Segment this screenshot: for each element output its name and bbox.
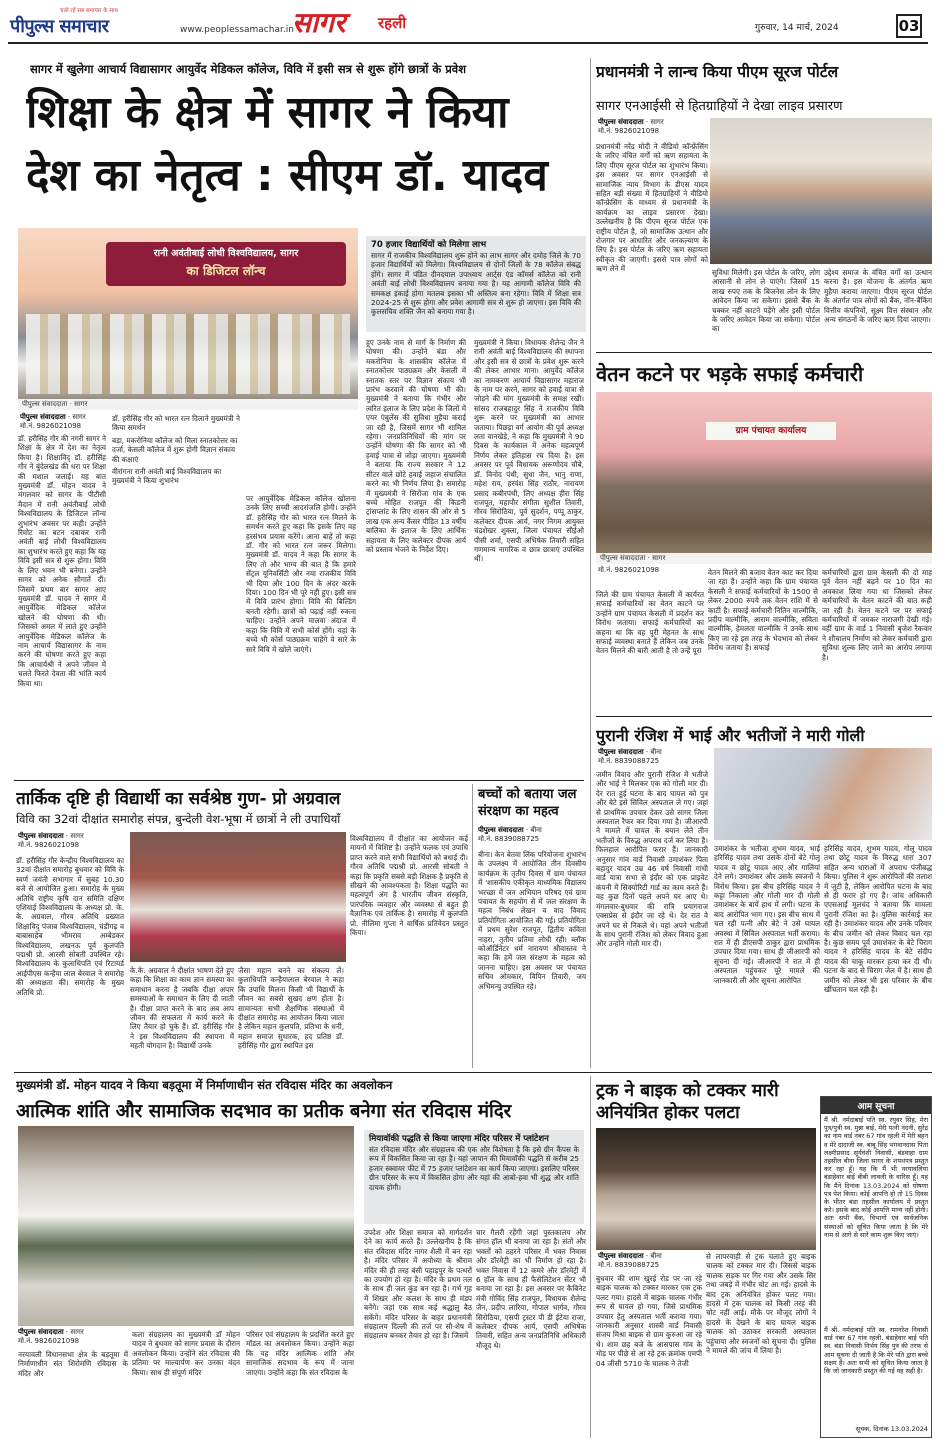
notice-text-2: मैं श्री. नर्मदाबाई पति स्व. रामनरेश निवासी वार्ड नंबर 67 गांव रहली, बंडाहेवार बाई पति स्व. बंडा निवासी निर्भय सिंह पुत्र की तरफ से आम सूचना दी जाती है कि मेरे पति द्वारा बच्चे सक्षम हैं। अतः सभी को सूचित किया जाता है कि जो जानकारी प्रस्तुत की गई वह सही है।: [824, 1326, 928, 1376]
public-notice: [820, 1096, 932, 1438]
goli-col1: जमीन विवाद और पुरानी रंजिश में भतीजे और भाई ने मिलकर एक को गोली मार दी। देर रात हुई घटना के बाद घायल को पुत्र और बेटे इसे सिविल अस्पताल ले गए। जहां से प्राथमिक उपचार देकर उसे सागर जिला अस्पताल रैफर कर दिया गया है। जीआरपी ने मामले में घायल के बयान लेते तीन भतीजों के विरुद्ध अपराध दर्ज कर लिया है। फिलहाल आरोपित फरार हैं। जानकारी अनुसार गांव वार्ड निवासी उमाशंकर पिता बहादुर यादव उम्र 46 वर्ष निवासी गांधी वार्ड यात्रा सभा से इंदौर को एक प्राइवेट कंपनी में सिक्योरिटी गार्ड का काम करते हैं। वह कुछ दिनों पहले अपने घर आए थे। मंगलवार-बुधवार की रात्रि प्रयागराज एक्सप्रेस से इंदौर जा रहे थे। देर रात वे अपने घर से निकले थे। यहां अपने भतीजों के साथ पुरानी रंजिश को लेकर विवाद हुआ और उन्होंने गोली मार दी।: [596, 770, 708, 949]
lead-headline-line2: देश का नेतृत्व : सीएम डॉ. यादव: [26, 150, 548, 201]
ravidas-col5: चार गैलरी रहेंगी जहां पुस्तकालय और संगत हॉल भी बनाया जा रहा है। संतों और भक्तों को ठहरने परिसर में भक्त निवास और डॉरमेट्री का भी निर्माण हो रहा है। भक्त निवास में 12 कमरे और डॉरमेट्री में 6 हॉल के साथ ही फैसेलिटेशन सेंटर भी बनाया जा रहा है। इस अवसर पर कैबिनेट मंत्री गोविंद सिंह राजपूत, विधायक शैलेन्द्र जैन, प्रदीप लारिया, गोपाल भार्गव, गौरव सिरोठिया, एसपी ट्रस्टर पी डी ईटेया राजा, कलेक्टर दीपक आर्य, एसपी अभिषेक तिवारी, सहित अन्य जनप्रतिनिधि अधिकारी मौजूद थे।: [476, 1228, 586, 1350]
lead-box-title: 70 हजार विद्यार्थियों को मिलेगा लाभ: [371, 240, 487, 250]
lead-bullet: डॉ. हरीसिंह गौर को भारत रत्न दिलाने मुख्यमंत्री ने किया समर्थन: [112, 414, 240, 433]
lead-byline: पीपुल्स संवाददाता · सागर मो.नं. 9826021098: [20, 413, 86, 430]
pmsuraj-col1: प्रधानमंत्री नरेंद्र मोदी ने वीडियो कॉन्फ्रेंसिंग के जरिए वंचित वर्गों को ऋण सहायता के लिए पीएम सूरज पोर्टल का शुभारंभ किया। इस अवसर पर सागर एनआईसी से सामाजिक न्याय विभाग के डीएस यादव सहित बड़ी संख्या में हितग्राहियों ने वीडियो कॉन्फ्रेंसिंग के माध्यम से प्रधानमंत्री के कार्यक्रम का लाइव प्रसारण देखा। उल्लेखनीय है कि पीएम सूरज पोर्टल एक राष्ट्रीय पोर्टल है, जो सामाजिक उत्थान और रोजगार पर आधारित और जनकल्याण के लिए है। इस पोर्टल के जरिए ऋण सहायता स्वीकृत की जाएगी। इससे पात्र लोगों को ऋण लेने में: [596, 142, 708, 274]
ravidas-col4: उपदेश और शिक्षा समाज को मार्गदर्शन देने का कार्य करते हैं। उल्लेखनीय है कि संत रविदास मंदिर नागर शैली में बन रहा है। मंदिर परिसर में अयोध्या के श्रीराम मंदिर की ही तरह बंसी पहाड़पुर के पत्थरों का उपयोग हो रहा है। मंदिर के प्रथम तल के साथ ही जल कुंड बन रहा है। गर्भ गृह में शिखर और कलश के साथ ही मंडप बनेंगे। जहां एक साथ कई श्रद्धालु बैठ सकेंगे। मंदिर परिसर के बाहर प्रधानमंत्री संग्रहालय दिल्ली की तर्ज पर सौ-शेष में संग्रहालय बनकर तैयार हो रहा है। जिसमें: [364, 1228, 472, 1341]
safai-col1: जिले की ग्राम पंचायत केसली में कार्यरत सफाई कर्मचारियों का वेतन काटने पर उन्होंने ग्राम पंचायत केसली में प्रदर्शन कर विरोध जताया। सफाई कर्मचारियों का कहना था कि वह पूरी मेहनत के साथ सफाई व्यवस्था बनाते हैं लेकिन जब उनके वेतन मिलने की बारी आती है तो उन्हें पूरा: [596, 590, 704, 656]
right-column-divider: [590, 58, 591, 1068]
ravidas-box-text: संत रविदास मंदिर और संग्रहालय की एक और विशेषता है कि इसे ग्रीन कैंपस के रूप में विकसित किया जा रहा है। यहां जापान की मियावॉकी पद्धति से करीब 25 हजार स्क्वायर फीट में 75 हजार प्लांटेशन का कार्य किया जाएगा। इसलिए परिसर ग्रीन परिसर के रूप में विकसित होगा और यहां की आबो-हवा भी शुद्ध और शांति दायक होगी।: [369, 1145, 579, 1192]
ravidas-kicker: मुख्यमंत्री डॉ. मोहन यादव ने किया बड़तूमा में निर्माणाधीन संत रविदास मंदिर का अवलोकन: [16, 1078, 393, 1092]
lead-col4: मुख्यमंत्री ने किया। विधायक शैलेन्द्र जैन ने रानी अवंती बाई विश्वविद्यालय की स्थापना और इसी सत्र से छात्रों के प्रवेश शुरू करने की लेकर आभार माना। आयुर्वेद कॉलेज का नामकरण आचार्य विद्यासागर महाराज के नाम पर करने, सागर को हवाई यात्रा से जोड़ने की मांग मुख्यमंत्री के समक्ष रखी। सांसद राजबहादुर सिंह ने राजकीय विवि शुरू करने पर मुख्यमंत्री का आभार जताया। पिछड़ा वर्ग आयोग की पूर्व अध्यक्ष लता वानखेड़े, ने कहा कि मुख्यमंत्री ने 90 दिवस के कार्यकाल में अनेक महत्वपूर्ण निर्णय लेकर इतिहास रच दिया है। इस अवसर पर पूर्व विधायक अरूणोदय चौबे, डॉ. विनोद पंथी, सुधा जैन, भानु राणा, महेश राय, हरवंश सिंह राठौर, नारायण प्रसाद कबीरपंथी, लिए अध्यक्ष हीरा सिंह राजपूत, महापौर संगीता सुशील तिवारी, गौरव सिरोठिया, पूर्व सुदर्शन, पप्पू ठाकुर, कलेक्टर दीपक आर्य, नगर निगम आयुक्त चंद्रशेखर शुक्ला, जिला पंचायत सीईओ पीसी शर्मा, एसपी अभिषेक तिवारी सहित गणमान्य नागरिक व छात्र छात्राएं उपस्थित थीं।: [474, 338, 584, 564]
dikshant-col1: डॉ. हरीसिंह गौर केन्द्रीय विश्वविद्यालय का 32वां दीक्षांत समारोह बुधवार को विवि के स्वर्ण जयंती सभागार में सुबह 10.30 बजे से आयोजित हुआ। समारोह के मुख्य अतिथि राष्ट्रीय कृषि दान समिति दक्षिण एशियाई विश्वविद्यालय के अध्यक्ष प्रो. के. के. अग्रवाल, गौरव अतिथि प्रख्यात शिक्षाविद् पंजाब विश्वविद्यालय, चंडीगढ़ व बाबासाहेब भीमराव अम्बेडकर विश्वविद्यालय, लखनऊ पूर्व कुलपति पद्मश्री प्रो. आरसी सोबती उपस्थित रहे। विश्वविद्यालय के कुलाधिपति एवं रिटायर्ड आईपीएस कन्हैया लाल बेरवाल ने समारोह की अध्यक्षता की। समारोह के मुख्य अतिथि प्रो.: [16, 856, 124, 997]
notice-text-1: मैं श्री. नर्मदाबाई पति स्व. रघुवर सिंह, मेरा पुत्र/पुत्री स्व. मुन्ना बाई, मेरी पत्नी नंदनी, सुरेंद्र का नाम वार्ड नंबर 67 गांव रहली में मेरी बहन व मेरे दादाजी स्व. बाबू सिंह भगवानदास पिता लक्ष्मीप्रसाद सूर्यवंशी निवासी, बंडवाहा ग्राम तहसील बीना जिला सागर के शपथपत्र प्रस्तुत कर रहा हूँ। यह कि मैं भी नरयावलिया बंडाहेवार बाई बीबी लावली के वारिस हूँ। यह कि मैंने दिनांक 13.03.2024 को घोषणा पत्र पेश किया। कोई आपत्ति हो तो 15 दिवस के भीतर बंडा तहसील कार्यालय में प्रस्तुत करे। इसके बाद कोई आपत्ति मान्य नहीं होगी। अतः सभी बैंक, विभागों एवं सार्वजनिक संस्थाओं को सूचित किया जाता है कि मेरे नाम से आगे से सारे काम शुरू किए जाएं।: [824, 1116, 928, 1239]
rule: [590, 1076, 591, 1438]
rule: [472, 784, 473, 1068]
page-number: 03: [896, 14, 922, 38]
jal-headline: बच्चों को बताया जल संरक्षण का महत्व: [478, 787, 577, 819]
dikshant-byline: पीपुल्स संवाददाता · सागर मो.नं. 9826021098: [18, 832, 84, 849]
rule: [14, 1072, 932, 1073]
jal-byline: पीपुल्स संवाददाता · बीना मो.नं. 8839088725: [478, 826, 542, 843]
truck-col1: बुधवार की शाम खुरई रोड पर जा रहे बाइक चालक को टक्कर मारकर एक ट्रक पलट गया। हादसे में बाइक चालक गंभीर रूप से घायल हो गया, जिसे प्राथमिक उपचार हेतु अस्पताल भर्ती कराया गया। जानकारी अनुसार शास्त्री वार्ड निवासी संजय मिश्रा बाइक से ग्राम कुरुआ जा रहे थे। शाम छह बजे के आसपास गांव के मोड़ पर पीछे से आ रहे ट्रक क्रमांक एमपी 04 जीसी 5710 के चालक ने तेजी: [596, 1274, 702, 1368]
jal-col1: बीना। केन बेतवा लिंक परियोजना शुभारंभ के उपलक्ष्य में आयोजित तीन दिवसीय कार्यक्रम के तृतीय दिवस में ग्राम पंचायत में 'शासकीय एकीकृत माध्यमिक विद्यालय भरच्छा में जन अभियान परिषद एवं ग्राम पंचायत के सहयोग से में जल संरक्षण के महत्व निबंध लेखन व वाद विवाद प्रतियोगिता आयोजित की गई। प्रतियोगिता में प्रथम सुरेश राजपूत, द्वितीय कविता नाहरा, तृतीय प्रतिमा लोधी रही। ब्लॉक कोऑर्डिनेटर धर्म नारायण श्रीवास्तव ने कहा कि हमें जल संरक्षण के महत्व को जानना चाहिए। इस अवसर पर पंचायत सचिव ओमकार, विपिन तिवारी, जय अभिमन्यु उपस्थित रहे।: [478, 850, 586, 991]
safai-photo: [596, 392, 932, 564]
lead-col3: हुए उनके नाम से मार्ग के निर्माण की घोषणा की। उन्होंने बंडा और मकरोनिया के शासकीय कॉलेज में स्नातकोत्तर पाठ्यक्रम और केसली में स्नातक स्तर पर विज्ञान संकाय भी प्रारंभ करवाने की घोषणा भी की। मुख्यमंत्री ने बताया कि गंभीर और त्वरित इलाज के लिए प्रदेश के जिलों में एयर एंबुलेंस की सुविधा मुहैया कराई जा रही है, जिसमें सागर भी शामिल रहेगा। जनप्रतिनिधियों की मांग पर उन्होंने घोषणा की कि सागर को भी हवाई यात्रा से जोड़ा जाएगा। मुख्यमंत्री ने बताया कि राज्य सरकार ने 12 सीटर वाले छोटे हवाई जहाज संचालित करने का भी निर्णय लिया है। समारोह में मुख्यमंत्री ने सिरोंजा गांव के एक बच्चे मोहित राजपूत की किडनी ट्रांसप्लांट के लिए शासन की ओर से 5 लाख एक अन्य कैंसर पीड़ित 13 वर्षीय बालिका के इलाज के लिए आर्थिक सहायता के लिए कलेक्टर दीपक आर्य को प्रस्ताव भेजने के निर्देश दिए।: [366, 338, 466, 554]
pmsuraj-headline: प्रधानमंत्री ने लान्च किया पीएम सूरज पोर्टल: [596, 63, 839, 81]
lead-box: [366, 236, 586, 332]
lead-kicker: सागर में खुलेगा आचार्य विद्यासागर आयुर्वेद मेडिकल कॉलेज, विवि में इसी सत्र से शुरू होंगे छात्रों के प्रवेश: [30, 62, 467, 76]
city-name: सागर: [292, 6, 346, 39]
pmsuraj-photo: [710, 118, 932, 264]
lead-photo-crowd: [26, 314, 350, 394]
masthead: [0, 0, 945, 44]
notice-title: आम सूचना: [821, 1097, 931, 1114]
lead-bullet: वीरांगना रानी अवंती बाई विश्वविद्यालय का मुख्यमंत्री ने किया शुभारंभ: [112, 467, 222, 486]
pmsuraj-byline: पीपुल्स संवाददाता · सागर मो.नं. 9826021098: [598, 118, 664, 135]
city-subname: रहली: [378, 14, 407, 32]
notice-signature: सूचक, दिनांक 13.03.2024: [855, 1425, 928, 1433]
ravidas-byline: पीपुल्स संवाददाता · सागर मो.नं. 9826021098: [18, 1328, 84, 1345]
rule: [596, 716, 932, 717]
masthead-rule: [8, 42, 928, 44]
dikshant-col4: विश्वविद्यालय में दीक्षांत का आयोजन कई मायनों में विशिष्ट है। उन्होंने फलक एवं उपाधि प्राप्त करने वाले सभी विद्यार्थियों को बधाई दी। गौरव अतिथि पद्मश्री प्रो. आरसी सोबती ने कहा कि प्रकृति सबसे बड़ी शिक्षक है प्रकृति से सीखने की आवश्यकता है। शिक्षा पद्धति का महत्वपूर्ण अंग है भारतीय जीवन संस्कृति, पारंपरिक व्यवहार और व्यवस्था से बहुत ही वैज्ञानिक एवं तार्किक है। समारोह में कुलपति प्रो. नीलिमा गुप्ता ने वार्षिक प्रतिवेदन प्रस्तुत किया।: [350, 834, 468, 938]
lead-box-text: सागर में राजकीय विश्वविद्यालय शुरू होने का लाभ सागर और दमोह जिले के 70 हजार विद्यार्थियों को मिलेगा। विश्वविद्यालय से दोनों जिलों के 78 कॉलेज संबद्ध होंगे। सागर में पंडित दीनदयाल उपाध्याय आर्ट्स एंड कॉमर्स कॉलेज को रानी अवंती बाई लोधी विश्वविद्यालय बनाया गया है। यह आगामी कॉलेज विवि की समकक्ष इकाई होगा मतलब इसका भी अस्तित्व बना रहेगा। विवि में शिक्षा सत्र 2024-25 से शुरू होगा और प्रवेश आगामी सत्र से शुरू हो जाएगा। इस विवि की कुलसचिव शक्ति जैन को बनाया गया है।: [371, 251, 581, 317]
dikshant-photo: [130, 832, 346, 962]
safai-col2: वेतन मिलने की बजाय वेतन काट कर दिया जा रहा है। उन्होंने कहा कि ग्राम पंचायत केसली ने सफाई कर्मचारियों के 1500 से लेकर 2000 रुपये तक वेतन राशि में से काटी है। सफाई कर्मचारी नितिन वाल्मीकि, प्रदीप वाल्मीकि, आराम वाल्मीकि, सविता वाल्मीकि, हेमलता वाल्मीकि ने उनके साथ किए जा रहे इस तरह के भेदभाव को लेकर विरोध जताया है। सफाई: [708, 568, 818, 653]
issue-date: गुरुवार, 14 मार्च, 2024: [755, 23, 839, 33]
dikshant-col3: जैसा महान बनने का संकल्प लें। कुलाधिपति कन्हैयालाल बेरवाल ने कहा कि उपाधि मिलना किसी भी विद्यार्थी के जीवन का सबसे सुखद क्षण होता है। सामान्यतः सभी शैक्षणिक संस्थाओं में दीक्षांत समारोह का आयोजन किया जाता है लेकिन महान कुलपति, प्रतिभा के धनी, महान समाज सुधारक, हद प्रतिष्ठ डॉ. हरीसिंह गौर द्वारा स्थापित इस: [238, 966, 344, 1051]
brand-tagline: चलो रहें सब समाचार के साथ: [60, 8, 118, 14]
ravidas-col3: परिसर एवं संग्रहालय के प्रदर्शित करते हुए मॉडल का अवलोकन किया। उन्होंने कहा कि यह मंदिर आत्मिक शांति और सामाजिक सदभाव के रूप में जाना जाएगा। उन्होंने कहा कि संत रविदास के: [246, 1330, 354, 1377]
rule: [14, 780, 584, 781]
goli-col3: हरिसिंह यादव, शुभम यादव, गोलू यादव तथा छोटू यादव के विरुद्ध धारा 307 सहित अन्य धाराओं में अपराध पंजीबद्ध किया। पुलिस ने शुरू आरोपितों की तलाश में जुटी है, लेकिन आरोपित घटना के बाद से ही फरार हो गए हैं। जांच अधिकारी एएसआई मूलचंद ने बताया कि मामला पुरानी रंजिश का है। पुलिस कार्रवाई कर रही है। उमाशंकर यादव और उनके परिवार के बीच जमीन को लेकर विवाद चल रहा है। कुछ समय पूर्व उमाशंकर के बेटे चिराग यादव ने हरिसिंह यादव के बेटे संदीप यादव की चाकू मारकर हत्या कर दी थी। घटना के बाद से चिराग जेल में है। साथ ही जमीन को लेकर भी इस परिवार के बीच खींचतान चल रही है।: [824, 844, 932, 995]
ravidas-headline: आत्मिक शांति और सामाजिक सदभाव का प्रतीक बनेगा संत रविदास मंदिर: [16, 1101, 512, 1122]
ravidas-box: [364, 1130, 584, 1224]
lead-photo: [18, 228, 358, 410]
rule: [596, 352, 932, 353]
goli-photo: [714, 748, 932, 840]
ravidas-col2: कला संग्रहालय का मुख्यमंत्री डॉ मोहन यादव ने बुधवार को सागर प्रवास के दौरान अवलोकन किया। उन्होंने संत रविदास की प्रतिमा पर माल्यार्पण कर उनका वंदन किया। साथ ही संपूर्ण मंदिर: [132, 1330, 240, 1377]
ravidas-col1: नरयावली विधानसभा क्षेत्र के बड़तूमा में निर्माणाधीन संत शिरोमणि रविदास के मंदिर और: [18, 1350, 128, 1378]
dikshant-headline: तार्किक दृष्टि ही विद्यार्थी का सर्वश्रेष्ठ गुण- प्रो अग्रवाल: [16, 789, 341, 809]
goli-headline: पुरानी रंजिश में भाई और भतीजों ने मारी गोली: [596, 726, 865, 745]
caption: पीपुल्स संवाददाता · सागर: [596, 553, 932, 564]
truck-headline-line1: ट्रक ने बाइक को टक्कर मारी: [596, 1081, 779, 1101]
goli-col2: उमाशंकर के भतीजा शुभम यादव, भाई हरिसिंह यादव तथा उसके दोनों बेटे गोलू यादव व छोटू यादव आए और गालियां देने लगे। उमाशंकर और उसके स्वजनों ने विरोध किया। इस बीच हरिसिंह यादव ने कट्टा निकाला और गोली मार दी गोली उमाशंकर के बायें हाथ में लगी। घटना के बाद आरोपित भाग गए। इस बीच साथ में चल रही पत्नी और बेटे ने उसे घायल अवस्था में सिविल अस्पताल भर्ती कराया। रात में ही डीएसपी ठाकुर द्वारा प्राथमिक उपचार दिया गया। साथ ही जीआरपी को सूचना दी गई। जीआरपी ने रात में ही अस्पताल पहुंचकर पूरे मामले की जानकारी ली और सूचना आरोपित: [714, 844, 820, 985]
truck-headline-line2: अनियंत्रित होकर पलटा: [596, 1103, 740, 1123]
safai-photo-sign: ग्राम पंचायत कार्यालय: [706, 422, 836, 440]
safai-col3: कर्मचारियों द्वारा ग्राम केसली की दो माह पूर्व वेतन नहीं बढ़ने पर 10 दिन का अवकाश लिया गया था जिसको लेकर कर्मचारियों के वेतन काटने की बात कही जा रही है। वेतन कटने पर पर सफाई कर्मचारियों में जमकर नाराजगी देखी गई। वहीं ग्राम के वार्ड 1 निवासी बृजेश रैकवार ने शौचालय निर्माण को लेकर कर्मचारी द्वारा सुविधा शुल्क लिए जाने का आरोप लगाया है।: [822, 568, 932, 662]
lead-col2: पर आयुर्वेदिक मेडिकल कॉलेज खोलना उनके लिए सच्ची आदरांजलि होगी। उन्होंने डॉ. हरीसिंह गौर को भारत रत्न मिलने के समर्थन करते हुए कहा कि इसके लिए वह हरसंभव प्रयास करेंगे। आना बाहें तो कहा डॉ. गौर को भारत रत्न जरूर मिलेगा। मुख्यमंत्री डॉ. यादव ने कहा कि सागर के लिए तो और भाग्य की बात है कि हमारे सेंट्रल यूनिवर्सिटी और नया राजकीय विवि भी दिया और 100 दिन के अंदर करके दिया। 100 दिन भी पूरे नहीं हुए। इसी सत्र में विवि प्रारंभ होगा। विवि की बिल्डिंग बनती रहेगी। छात्रों को पढ़ाई नहीं रुकना चाहिए। उन्होंने अपने मालवा अंदाज में कहा कि विवि में सभी कोर्स होंगे। यहां के बच्चे भी कोर्स पाठ्यक्रम चाहेंगे वे सारे के सारे विवि में खोले जाएंगे।: [246, 494, 356, 654]
truck-byline: पीपुल्स संवाददाता · बीना मो.नं. 8839088725: [598, 1252, 662, 1269]
goli-byline: पीपुल्स संवाददाता · बीना मो.नं. 8839088725: [598, 748, 662, 765]
dikshant-subhead: विवि का 32वां दीक्षांत समारोह संपन्न, बुन्देली वेश-भूषा में छात्रों ने ली उपाधियाँ: [16, 812, 341, 826]
ravidas-photo: [18, 1126, 354, 1326]
lead-photo-caption: पीपुल्स संवाददाता · सागर: [18, 399, 358, 410]
ravidas-box-title: मियावॉकी पद्धति से किया जाएगा मंदिर परिसर में प्लांटेशन: [369, 1134, 549, 1144]
dikshant-col2: के.के. अग्रवाल ने दीक्षांत भाषण देते हुए कहा कि शिक्षा का काम ज्ञान समस्या का समाधान करना है जबकि दीक्षा अपार समस्याओं के समाधान के लिए दी जाती है। दीक्षा प्राप्त करने के बाद अब आप जीवन की सफलता में कार्य करने के लिए तैयार हो चुके हैं। डॉ. हरीसिंह गौर ने इस विश्वविद्यालय की स्थापना में महती योगदान है। विद्यार्थी उनके: [130, 966, 234, 1051]
pmsuraj-subhead: सागर एनआईसी से हितग्राहियों ने देखा लाइव प्रसारण: [596, 99, 843, 114]
truck-col2: से लापरवाही से ट्रक चलाते हुए बाइक चालक को टक्कर मार दी। जिससे बाइक चालक सड़क पर गिर गया और उसके सिर तथा जबड़े में गंभीर चोट आ गई। हादसे के बाद ट्रक अनियंत्रित होकर पलट गया। हादसे में ट्रक चालक को किसी तरह की चोट नहीं आई। मौके पर मौजूद लोगों ने हादसे के देखने के बाद घायल बाइक चालक को उठाकर सरकारी अस्पताल पहुंचाया और स्वजनों को सूचना दी। पुलिस ने मामले की जांच में लिया है।: [706, 1252, 816, 1356]
truck-photo: [596, 1128, 816, 1250]
pmsuraj-col3: उद्देश्य समाज के वंचित वर्गों का उत्थान करना है। इस योजना के अंतर्गत ऋण मुहैया कराया जाएगा। पीएम सूरज पोर्टल के अंतर्गत पात्र लोगों को बैंक, नॉन-बैंकिंग वित्तीय कंपनियों, सूक्ष्म वित्त संस्थान और अन्य संगठनों के जरिए ऋण दिया जाएगा।: [824, 268, 932, 325]
lead-col1: डॉ. हरीसिंह गौर की नगरी सागर ने शिक्षा के क्षेत्र में देश का नेतृत्व किया है। शिक्षाविद् डॉ. हरीसिंह गौर ने बुंदेलखंड की धरा पर शिक्षा की मशाल जलाई। यह बात मुख्यमंत्री डॉ. मोहन यादव ने मंगलवार को सागर के पीटीसी मैदान में रानी अवंतीबाई लोधी विश्वविद्यालय के डिजिटल लॉन्च शुभारंभ अवसर पर कही। उन्होंने रिमोट का बटन दबाकर रानी अवंती बाई लोधी विश्वविद्यालय का शुभारंभ करते हुए कहा कि यह विवि इसी सत्र से शुरू होगा। विवि के लिए भवन भी बनेगा। उन्होंने सागर को अनेक सौगातें दीं। जिसमें प्रथम बार सागर आए मुख्यमंत्री डॉ. यादव ने सागर में आयुर्वेदिक मेडिकल कॉलेज खोलने की घोषणा की थी। जिसको अमल में लाते हुए उन्होंने आयुर्वेदिक मेडिकल कॉलेज के नाम आचार्य विद्यासागर के नाम करने की घोषणा करते हुए कहा कि आचार्यश्री ने अपने जीवन में चलते फिरते देवता की भांति कार्य किया था।: [18, 434, 106, 688]
pmsuraj-col2: सुविधा मिलेगी। इस पोर्टल के जरिए, लोग आसानी से लोन ले पाएंगे। जिसमें 15 लाख रुपए तक के बिजनेस लोन के लिए आवेदन किया जा सकेगा। इससे बैंक के चक्कर नहीं काटने पड़ेंगे और इसी पोर्टल के जरिए आवेदन किया जा सकेगा। पोर्टल का: [712, 268, 820, 334]
lead-headline-line1: शिक्षा के क्षेत्र में सागर ने किया: [26, 87, 509, 138]
lead-bullet: बड़ा, मकरोनिया कॉलेज को मिला स्नातकोत्तर का दर्जा, केसली कॉलेज में शुरू होगी विज्ञान संकाय की कक्षाएं: [112, 435, 238, 464]
safai-byline: मो.नं. 9826021098: [598, 566, 660, 574]
safai-headline: वेतन कटने पर भड़के सफाई कर्मचारी: [596, 362, 864, 386]
brand-name: पीपुल्स समाचार: [10, 16, 109, 37]
lead-bullets: [112, 414, 242, 486]
lead-photo-banner: रानी अवंतीबाई लोधी विश्वविद्यालय, सागर का डिजिटल लॉन्च: [106, 242, 346, 286]
website[interactable]: www.peoplessamachar.in: [180, 25, 294, 35]
